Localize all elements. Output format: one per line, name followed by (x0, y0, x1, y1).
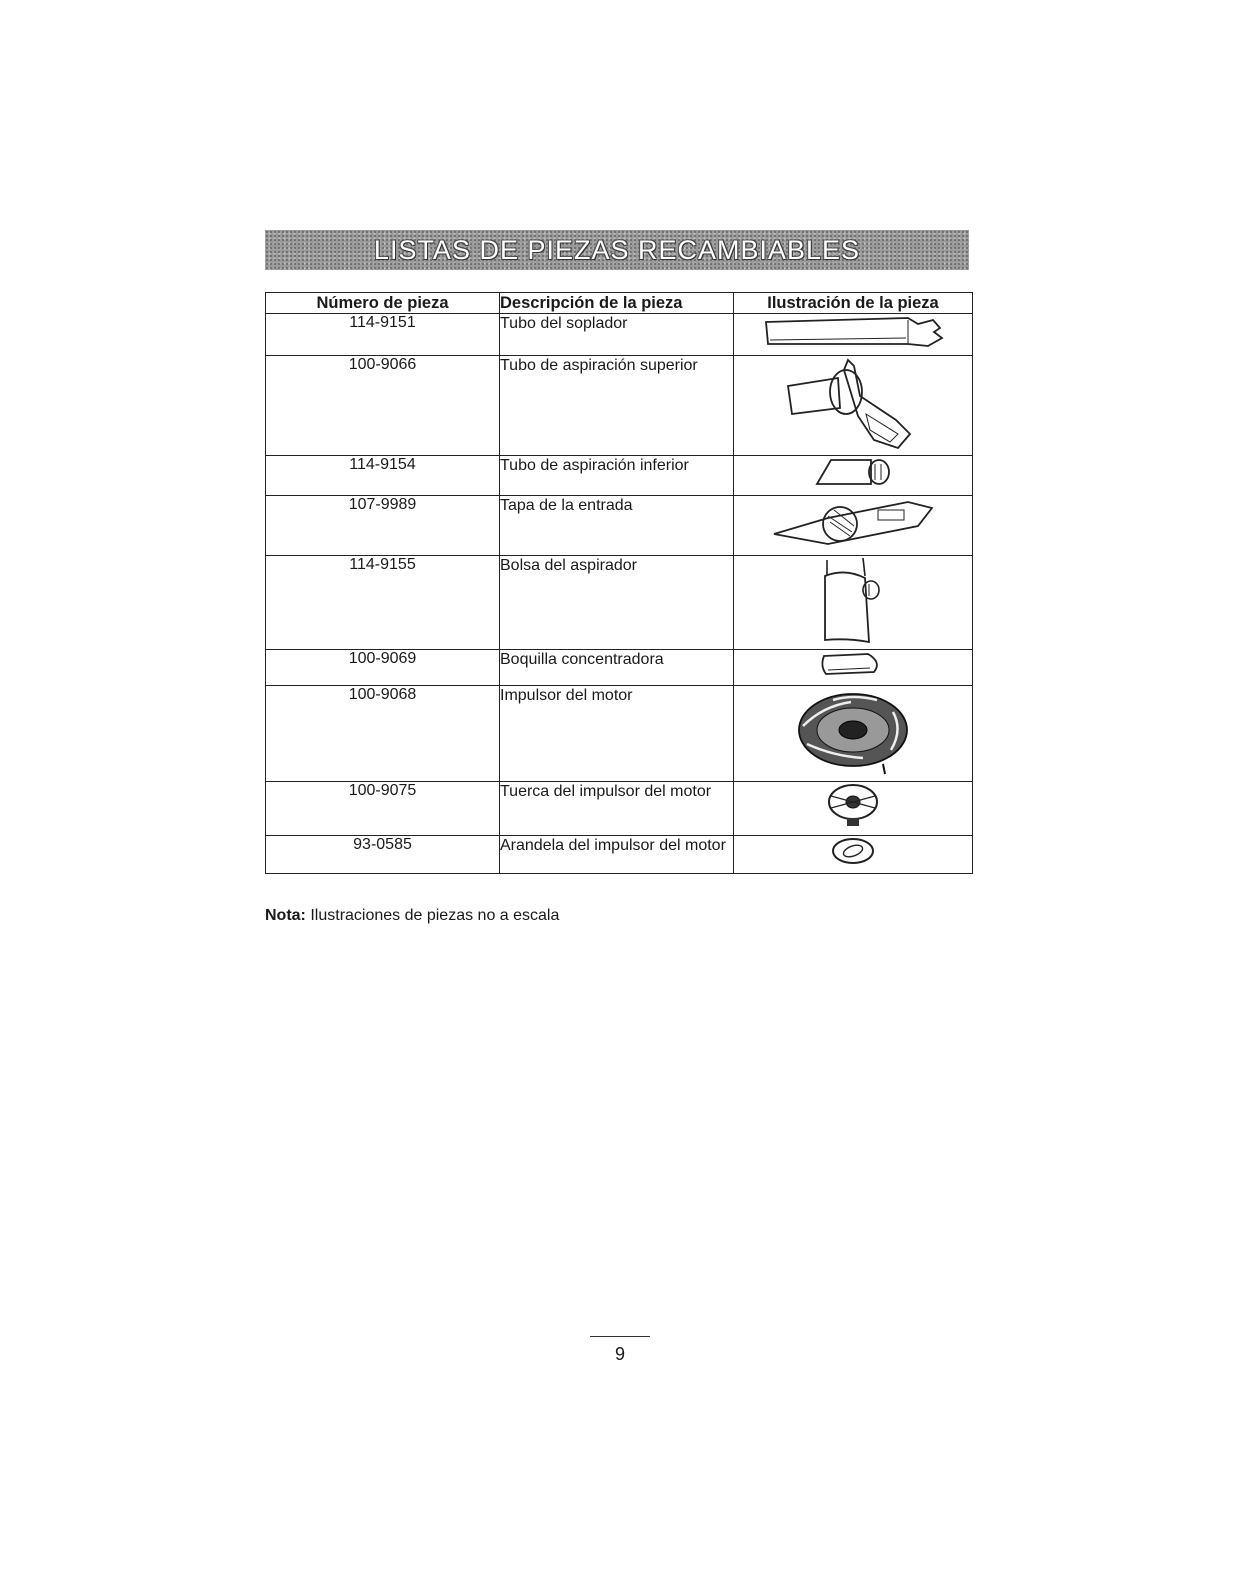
page-number: 9 (614, 1344, 625, 1364)
illustration-cell (734, 782, 973, 836)
footnote-label: Nota: (265, 907, 306, 924)
part-number-cell: 114-9154 (266, 456, 500, 496)
description-cell: Tubo del soplador (500, 314, 734, 356)
table-row (266, 556, 973, 650)
section-title: LISTAS DE PIEZAS RECAMBIABLES (373, 234, 861, 265)
header-description: Descripción de la pieza (500, 293, 734, 314)
page-number-rule (590, 1336, 650, 1337)
table-row (266, 496, 973, 556)
description-cell: Tapa de la entrada (500, 496, 734, 556)
part-number-cell: 93-0585 (266, 836, 500, 874)
impeller-nut-icon (823, 782, 883, 830)
description-cell: Arandela del impulsor del motor (500, 836, 734, 874)
description-cell: Tubo de aspiración inferior (500, 456, 734, 496)
header-part-number: Número de pieza (266, 293, 500, 314)
description-cell: Tuerca del impulsor del motor (500, 782, 734, 836)
illustration-cell (734, 686, 973, 782)
parts-table (265, 292, 973, 874)
table-row (266, 782, 973, 836)
blower-tube-icon (758, 314, 948, 350)
footnote (265, 907, 559, 925)
part-number-cell: 100-9075 (266, 782, 500, 836)
table-row (266, 456, 973, 496)
part-number-cell: 114-9151 (266, 314, 500, 356)
part-number-cell: 114-9155 (266, 556, 500, 650)
table-row (266, 686, 973, 782)
lower-vacuum-tube-icon (813, 456, 893, 488)
section-banner (265, 230, 969, 270)
description-cell: Boquilla concentradora (500, 650, 734, 686)
description-cell: Tubo de aspiración superior (500, 356, 734, 456)
illustration-cell (734, 556, 973, 650)
description-cell: Bolsa del aspirador (500, 556, 734, 650)
inlet-cover-icon (768, 496, 938, 550)
illustration-cell (734, 836, 973, 874)
part-number-cell: 107-9989 (266, 496, 500, 556)
vacuum-bag-icon (813, 556, 893, 646)
table-row (266, 314, 973, 356)
table-row (266, 836, 973, 874)
concentrator-nozzle-icon (818, 650, 888, 678)
part-number-cell: 100-9069 (266, 650, 500, 686)
part-number-cell: 100-9066 (266, 356, 500, 456)
table-header-row (266, 293, 973, 314)
table-row (266, 356, 973, 456)
description-cell: Impulsor del motor (500, 686, 734, 782)
illustration-cell (734, 456, 973, 496)
illustration-cell (734, 496, 973, 556)
illustration-cell (734, 314, 973, 356)
footnote-text: Ilustraciones de piezas no a escala (310, 907, 560, 924)
illustration-cell (734, 356, 973, 456)
motor-impeller-icon (793, 686, 913, 778)
table-row (266, 650, 973, 686)
upper-vacuum-tube-icon (778, 356, 928, 452)
part-number-cell: 100-9068 (266, 686, 500, 782)
illustration-cell (734, 650, 973, 686)
header-illustration: Ilustración de la pieza (734, 293, 973, 314)
impeller-washer-icon (828, 836, 878, 866)
